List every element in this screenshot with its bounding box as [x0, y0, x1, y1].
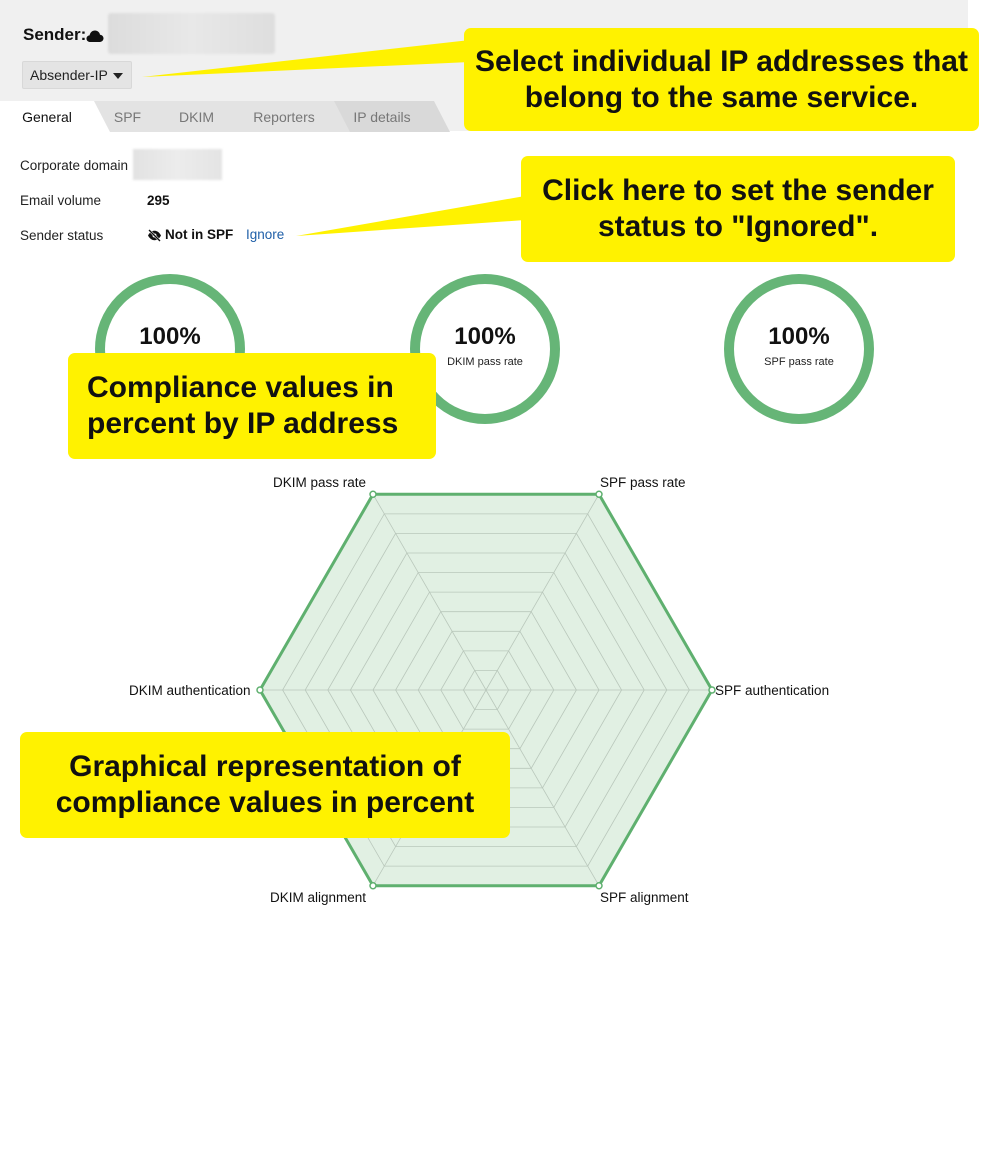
radar-point	[257, 687, 263, 693]
radar-axis-label-spf-authentication: SPF authentication	[715, 683, 830, 698]
radar-axis-label-dkim-authentication: DKIM authentication	[129, 683, 251, 698]
radar-axis-label-spf-alignment: SPF alignment	[600, 890, 689, 905]
gauge-label: DKIM pass rate	[447, 356, 523, 368]
callout-ip-select: Select individual IP addresses that belong to the same service.	[464, 28, 979, 131]
tab-label: Reporters	[253, 109, 315, 125]
gauge-value: 100%	[139, 323, 201, 350]
email-volume-label: Email volume	[20, 193, 102, 208]
tab-label: General	[22, 109, 72, 125]
gauge-value: 100%	[454, 323, 516, 350]
radar-axis-label-spf-pass-rate: SPF pass rate	[600, 475, 686, 490]
tab-label: SPF	[113, 109, 142, 125]
radar-point	[370, 883, 376, 889]
tab-label: IP details	[353, 109, 411, 125]
email-volume-value: 295	[147, 193, 170, 208]
sender-status-value: Not in SPF	[165, 227, 234, 242]
ignore-link[interactable]: Ignore	[246, 227, 285, 242]
callout-compliance-values: Compliance values in percent by IP address	[68, 353, 436, 459]
radar-point	[596, 883, 602, 889]
radar-axis-label-dkim-pass-rate: DKIM pass rate	[273, 475, 367, 490]
radar-axis-label-dkim-alignment: DKIM alignment	[270, 890, 367, 905]
callout-graphical-representation: Graphical representation of compliance values in percent	[20, 732, 510, 838]
callout-ignore: Click here to set the sender status to "Ignored".	[521, 156, 955, 262]
gauge-value: 100%	[768, 323, 830, 350]
tab-label: DKIM	[179, 109, 214, 125]
radar-point	[370, 491, 376, 497]
sender-label: Sender:	[23, 25, 87, 44]
corporate-domain-label: Corporate domain	[20, 158, 129, 173]
radar-point	[596, 491, 602, 497]
gauge-label: SPF pass rate	[764, 356, 834, 368]
ip-select-value: Absender-IP	[30, 67, 108, 83]
sender-status-label: Sender status	[20, 228, 104, 243]
